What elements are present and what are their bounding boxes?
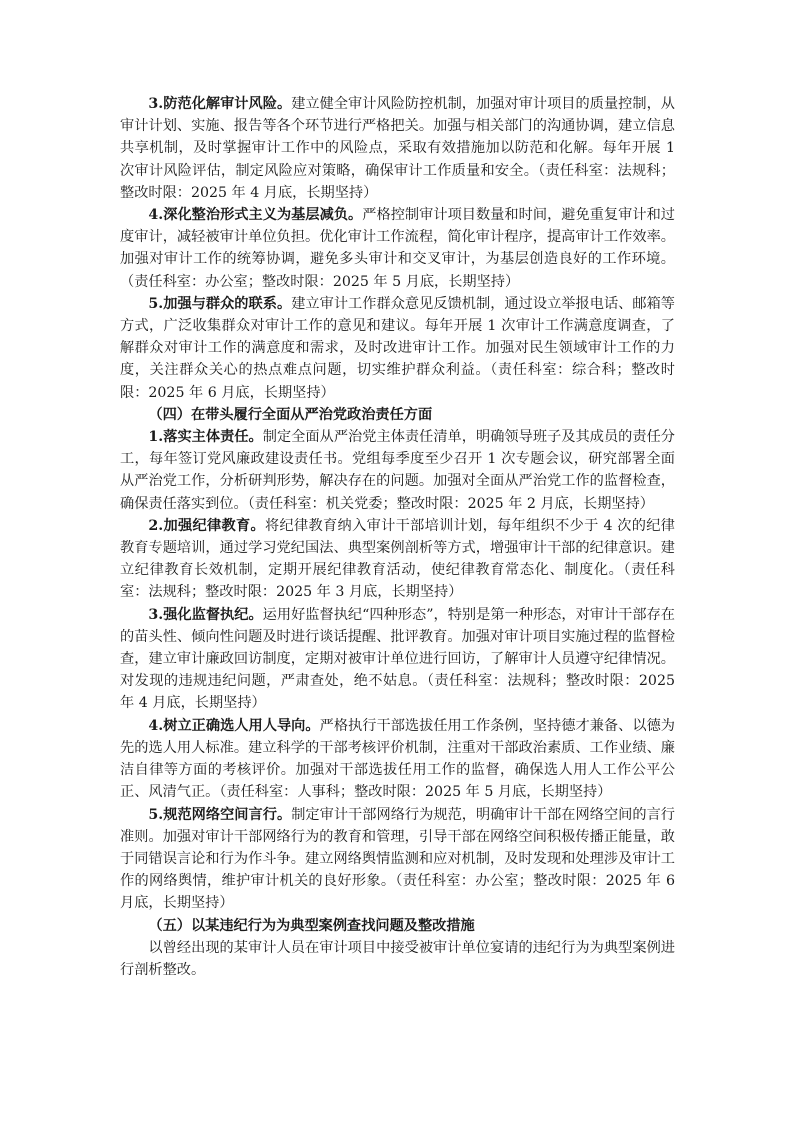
item-5-online-conduct	[120, 804, 675, 915]
item-4-selection	[120, 715, 675, 804]
document-page	[120, 93, 675, 981]
item-2-discipline	[120, 515, 675, 604]
item-4-formalism	[120, 204, 675, 293]
item-3-risk	[120, 93, 675, 204]
item-5-masses	[120, 293, 675, 404]
item-text: 建立健全审计风险防控机制，加强对审计项目的质量控制，从审计计划、实施、报告等各个环节进行严格把关。加强与相关部门的沟通协调，建立信息共享机制，及时掌握审计工作中的风险点，采取有效措施加以防范和化解。每年开展 1 次审计风险评估，制定风险应对策略，确保审计工作质量和安全。（责任科室：法规科；整改时限：2025 年 4 月底，长期坚持）	[120, 96, 675, 201]
item-lead: 4.树立正确选人用人导向。	[148, 717, 320, 734]
item-text: 制定审计干部网络行为规范，明确审计干部在网络空间的言行准则。加强对审计干部网络行为的教育和管理，引导干部在网络空间积极传播正能量，敢于同错误言论和行为作斗争。建立网络舆情监测和应对机制，及时发现和处理涉及审计工作的网络舆情，维护审计机关的良好形象。（责任科室：办公室；整改时限：2025 年 6 月底，长期坚持）	[120, 806, 675, 912]
item-lead: 5.加强与群众的联系。	[148, 295, 292, 312]
item-text: 严格控制审计项目数量和时间，避免重复审计和过度审计，减轻被审计单位负担。优化审计工作流程，简化审计程序，提高审计工作效率。加强对审计工作的统筹协调，避免多头审计和交叉审计，为基层创造良好的工作环境。（责任科室：办公室；整改时限：2025 年 5 月底，长期坚持）	[120, 207, 675, 290]
item-text: 建立审计工作群众意见反馈机制，通过设立举报电话、邮箱等方式，广泛收集群众对审计工作的意见和建议。每年开展 1 次审计工作满意度调查，了解群众对审计工作的满意度和需求，及时改进审计工作。加强对民生领域审计工作的力度，关注群众关心的热点难点问题，切实维护群众利益。（责任科室：综合科；整改时限：2025 年 6 月底，长期坚持）	[120, 295, 675, 401]
item-text: 制定全面从严治党主体责任清单，明确领导班子及其成员的责任分工，每年签订党风廉政建设责任书。党组每季度至少召开 1 次专题会议，研究部署全面从严治党工作，分析研判形势，解决存在的问题。加强对全面从严治党工作的监督检查，确保责任落实到位。（责任科室：机关党委；整改时限：2025 年 2 月底，长期坚持）	[120, 429, 675, 512]
section-heading-5: （五）以某违纪行为为典型案例查找问题及整改措施	[148, 917, 475, 934]
item-3-supervision	[120, 604, 675, 715]
item-lead: 5.规范网络空间言行。	[148, 806, 292, 823]
item-1-responsibility	[120, 426, 675, 515]
item-lead: 3.防范化解审计风险。	[148, 96, 292, 112]
section-heading-4: （四）在带头履行全面从严治党政治责任方面	[148, 406, 433, 423]
item-text: 严格执行干部选拔任用工作条例，坚持德才兼备、以德为先的选人用人标准。建立科学的干部考核评价机制，注重对干部政治素质、工作业绩、廉洁自律等方面的考核评价。加强对干部选拔任用工作的监督，确保选人用人工作公平公正、风清气正。（责任科室：人事科；整改时限：2025 年 5 月底，长期坚持）	[120, 717, 675, 801]
item-lead: 3.强化监督执纪。	[148, 606, 263, 623]
item-lead: 4.深化整治形式主义为基层减负。	[148, 207, 363, 224]
case-intro-paragraph: 以曾经出现的某审计人员在审计项目中接受被审计单位宴请的违纪行为为典型案例进行剖析整改。	[120, 939, 675, 978]
item-text: 将纪律教育纳入审计干部培训计划，每年组织不少于 4 次的纪律教育专题培训，通过学习党纪国法、典型案例剖析等方式，增强审计干部的纪律意识。建立纪律教育长效机制，定期开展纪律教育活动，使纪律教育常态化、制度化。（责任科室：法规科；整改时限：2025 年 3 月底，长期坚持）	[120, 517, 675, 601]
item-lead: 2.加强纪律教育。	[148, 517, 266, 534]
item-text: 运用好监督执纪“四种形态”，特别是第一种形态，对审计干部存在的苗头性、倾向性问题及时进行谈话提醒、批评教育。加强对审计项目实施过程的监督检查，建立审计廉政回访制度，定期对被审计单位进行回访，了解审计人员遵守纪律情况。对发现的违规违纪问题，严肃查处，绝不姑息。（责任科室：法规科；整改时限：2025 年 4 月底，长期坚持）	[120, 606, 675, 712]
item-lead: 1.落实主体责任。	[148, 429, 263, 446]
